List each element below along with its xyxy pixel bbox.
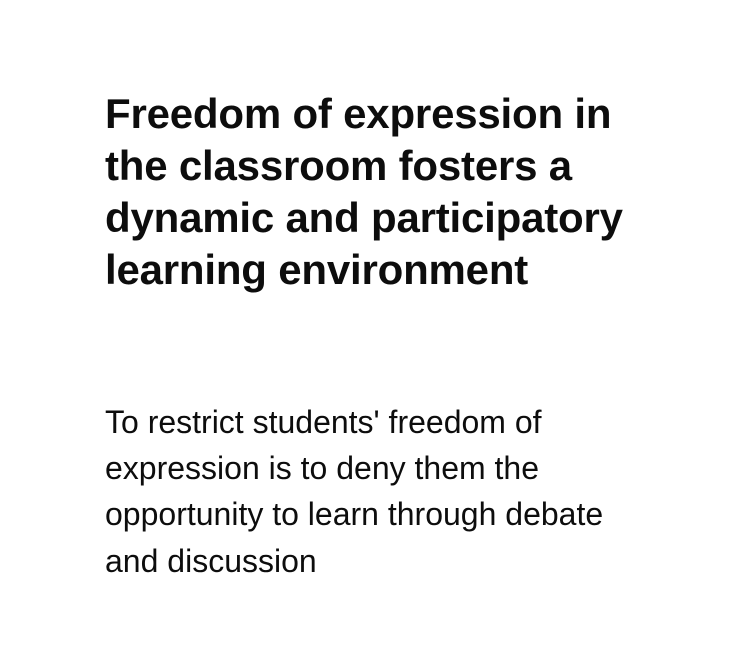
page-title: Freedom of expression in the classroom fosters a dynamic and participatory learning environment bbox=[105, 90, 623, 294]
body-paragraph: To restrict students' freedom of expression is to deny them the opportunity to learn through debate and discussion bbox=[105, 404, 604, 579]
